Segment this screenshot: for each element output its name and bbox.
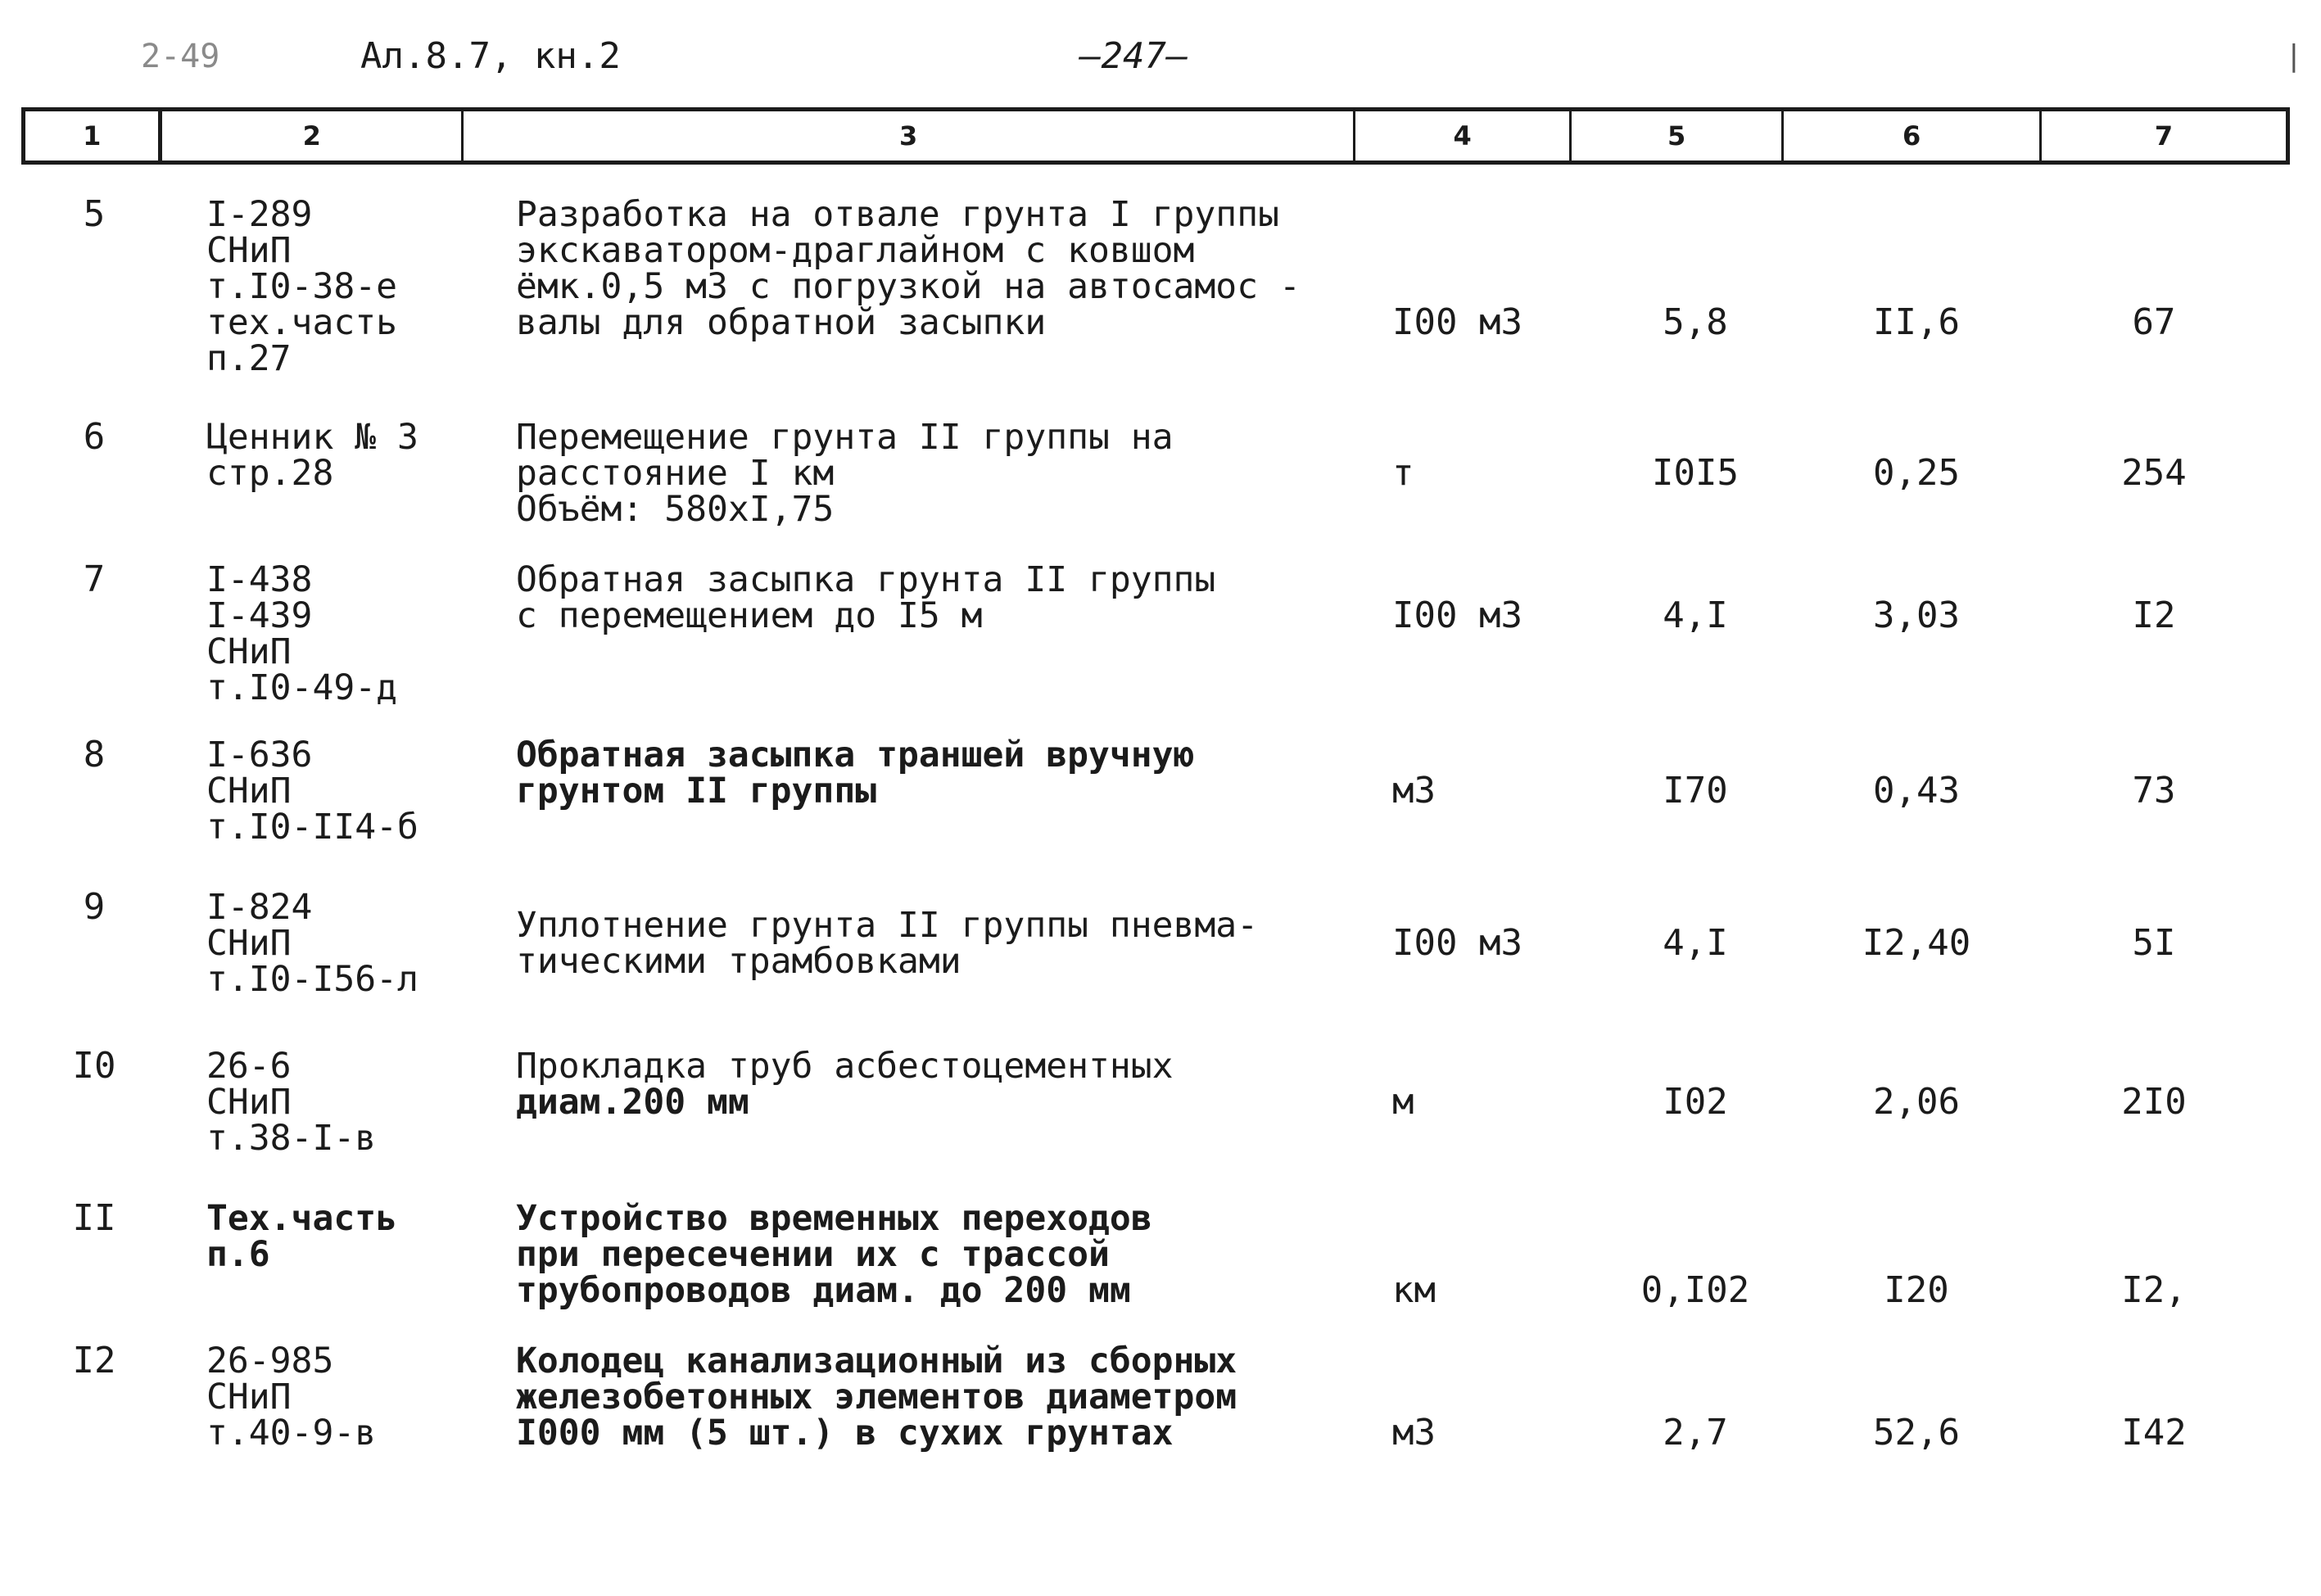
row-code — [206, 417, 485, 494]
column-header-3: 3 — [464, 111, 1355, 161]
row-description — [516, 1341, 1351, 1454]
row-code — [206, 1046, 485, 1159]
row-number: 5 — [83, 193, 106, 235]
row-unit: м — [1392, 1081, 1414, 1123]
row-code — [206, 194, 485, 379]
description-line: Устройство временных переходов — [516, 1198, 1152, 1239]
description-line: Перемещение грунта II группы на — [516, 417, 1174, 458]
row-code — [206, 1200, 485, 1273]
page-number: —247— — [1079, 35, 1188, 77]
row-description — [516, 1200, 1351, 1309]
row-total-cost: 67 — [2132, 301, 2176, 343]
description-line: диам.200 мм — [516, 1082, 749, 1123]
row-quantity: 2,7 — [1663, 1412, 1728, 1454]
row-description — [516, 559, 1351, 636]
description-line: Объём: 580хI,75 — [516, 489, 835, 530]
row-code — [206, 735, 485, 848]
row-total-cost: I2 — [2132, 595, 2176, 636]
code-line: т.I0-49-д — [206, 667, 397, 708]
description-line: Обратная засыпка грунта II группы — [516, 559, 1216, 600]
row-unit-price: 52,6 — [1873, 1412, 1960, 1454]
row-unit-price: 0,25 — [1873, 452, 1960, 494]
row-description — [516, 194, 1351, 343]
row-quantity: I70 — [1663, 770, 1728, 812]
code-line: т.40-9-в — [206, 1413, 377, 1454]
row-unit-price: 2,06 — [1873, 1081, 1960, 1123]
row-description — [516, 905, 1351, 982]
row-number: I0 — [72, 1045, 116, 1087]
row-quantity: 4,I — [1663, 595, 1728, 636]
row-unit: I00 м3 — [1392, 595, 1522, 636]
row-total-cost: I42 — [2121, 1412, 2187, 1454]
description-line: трубопроводов диам. до 200 мм — [516, 1270, 1131, 1311]
code-line: Тех.часть — [206, 1198, 397, 1239]
row-description — [516, 735, 1351, 812]
row-unit-price: I20 — [1884, 1269, 1949, 1311]
column-header-4: 4 — [1355, 111, 1572, 161]
row-unit-price: 3,03 — [1873, 595, 1960, 636]
code-line: т.I0-I56-л — [206, 959, 419, 1000]
row-unit: км — [1392, 1269, 1436, 1311]
code-line: 26-6 — [206, 1046, 292, 1087]
description-line: при пересечении их с трассой — [516, 1234, 1110, 1275]
row-quantity: 0,I02 — [1640, 1269, 1750, 1311]
description-line: Обратная засыпка траншей вручную — [516, 735, 1195, 775]
description-line: с перемещением до I5 м — [516, 595, 983, 636]
row-unit-price: 0,43 — [1873, 770, 1960, 812]
column-header-7: 7 — [2154, 120, 2174, 151]
code-line: I-636 — [206, 735, 313, 775]
row-number: 8 — [83, 734, 106, 775]
row-total-cost: 5I — [2132, 922, 2176, 964]
row-quantity: 5,8 — [1663, 301, 1728, 343]
code-line: I-439 — [206, 595, 313, 636]
description-line: грунтом II группы — [516, 771, 877, 812]
row-number: II — [72, 1197, 116, 1239]
code-line: СНиП — [206, 771, 292, 812]
row-unit: м3 — [1392, 1412, 1436, 1454]
row-code — [206, 887, 485, 1000]
column-header-row — [21, 107, 2290, 165]
row-number: 6 — [83, 416, 106, 458]
code-line: СНиП — [206, 923, 292, 964]
description-line: экскаватором-драглайном с ковшом — [516, 230, 1195, 271]
document-reference: Ал.8.7, кн.2 — [360, 35, 621, 77]
code-line: тех.часть — [206, 302, 397, 343]
code-line: СНиП — [206, 1082, 292, 1123]
row-unit-price: II,6 — [1873, 301, 1960, 343]
code-line: Ценник № 3 — [206, 417, 419, 458]
code-line: стр.28 — [206, 453, 334, 494]
description-line: Прокладка труб асбестоцементных — [516, 1046, 1174, 1087]
code-line: СНиП — [206, 1377, 292, 1417]
description-line: железобетонных элементов диаметром — [516, 1377, 1237, 1417]
code-line: I-824 — [206, 887, 313, 928]
row-unit: м3 — [1392, 770, 1436, 812]
column-header-2: 2 — [162, 111, 464, 161]
row-quantity: 4,I — [1663, 922, 1728, 964]
description-line: Уплотнение грунта II группы пневма- — [516, 905, 1259, 946]
row-quantity: I02 — [1663, 1081, 1728, 1123]
edge-mark: | — [2285, 39, 2303, 73]
code-line: п.6 — [206, 1234, 270, 1275]
row-unit: т — [1392, 452, 1414, 494]
column-header-5: 5 — [1572, 111, 1784, 161]
code-line: I-289 — [206, 194, 313, 235]
row-quantity: I0I5 — [1652, 452, 1739, 494]
row-code — [206, 1341, 485, 1454]
row-total-cost: I2, — [2121, 1269, 2187, 1311]
row-number: 7 — [83, 558, 106, 600]
column-header-6: 6 — [1784, 111, 2042, 161]
row-description — [516, 1046, 1351, 1123]
row-description — [516, 417, 1351, 530]
row-unit: I00 м3 — [1392, 922, 1522, 964]
code-line: т.I0-38-е — [206, 266, 397, 307]
code-line: 26-985 — [206, 1341, 334, 1381]
row-unit: I00 м3 — [1392, 301, 1522, 343]
code-line: т.I0-II4-б — [206, 807, 419, 848]
row-unit-price: I2,40 — [1862, 922, 1971, 964]
description-line: расстояние I км — [516, 453, 835, 494]
code-line: I-438 — [206, 559, 313, 600]
code-line: СНиП — [206, 631, 292, 672]
row-total-cost: 254 — [2121, 452, 2187, 494]
description-line: ёмк.0,5 м3 с погрузкой на автосамос - — [516, 266, 1301, 307]
column-header-1: 1 — [25, 111, 162, 161]
description-line: Разработка на отвале грунта I группы — [516, 194, 1279, 235]
row-total-cost: 73 — [2132, 770, 2176, 812]
description-line: валы для обратной засыпки — [516, 302, 1047, 343]
row-code — [206, 559, 485, 708]
row-number: 9 — [83, 886, 106, 928]
code-line: т.38-I-в — [206, 1118, 377, 1159]
row-number: I2 — [72, 1340, 116, 1381]
code-line: п.27 — [206, 338, 292, 379]
row-total-cost: 2I0 — [2121, 1081, 2187, 1123]
corner-note: 2-49 — [141, 38, 220, 75]
description-line: тическими трамбовками — [516, 941, 961, 982]
description-line: Колодец канализационный из сборных — [516, 1341, 1237, 1381]
description-line: I000 мм (5 шт.) в сухих грунтах — [516, 1413, 1174, 1454]
code-line: СНиП — [206, 230, 292, 271]
